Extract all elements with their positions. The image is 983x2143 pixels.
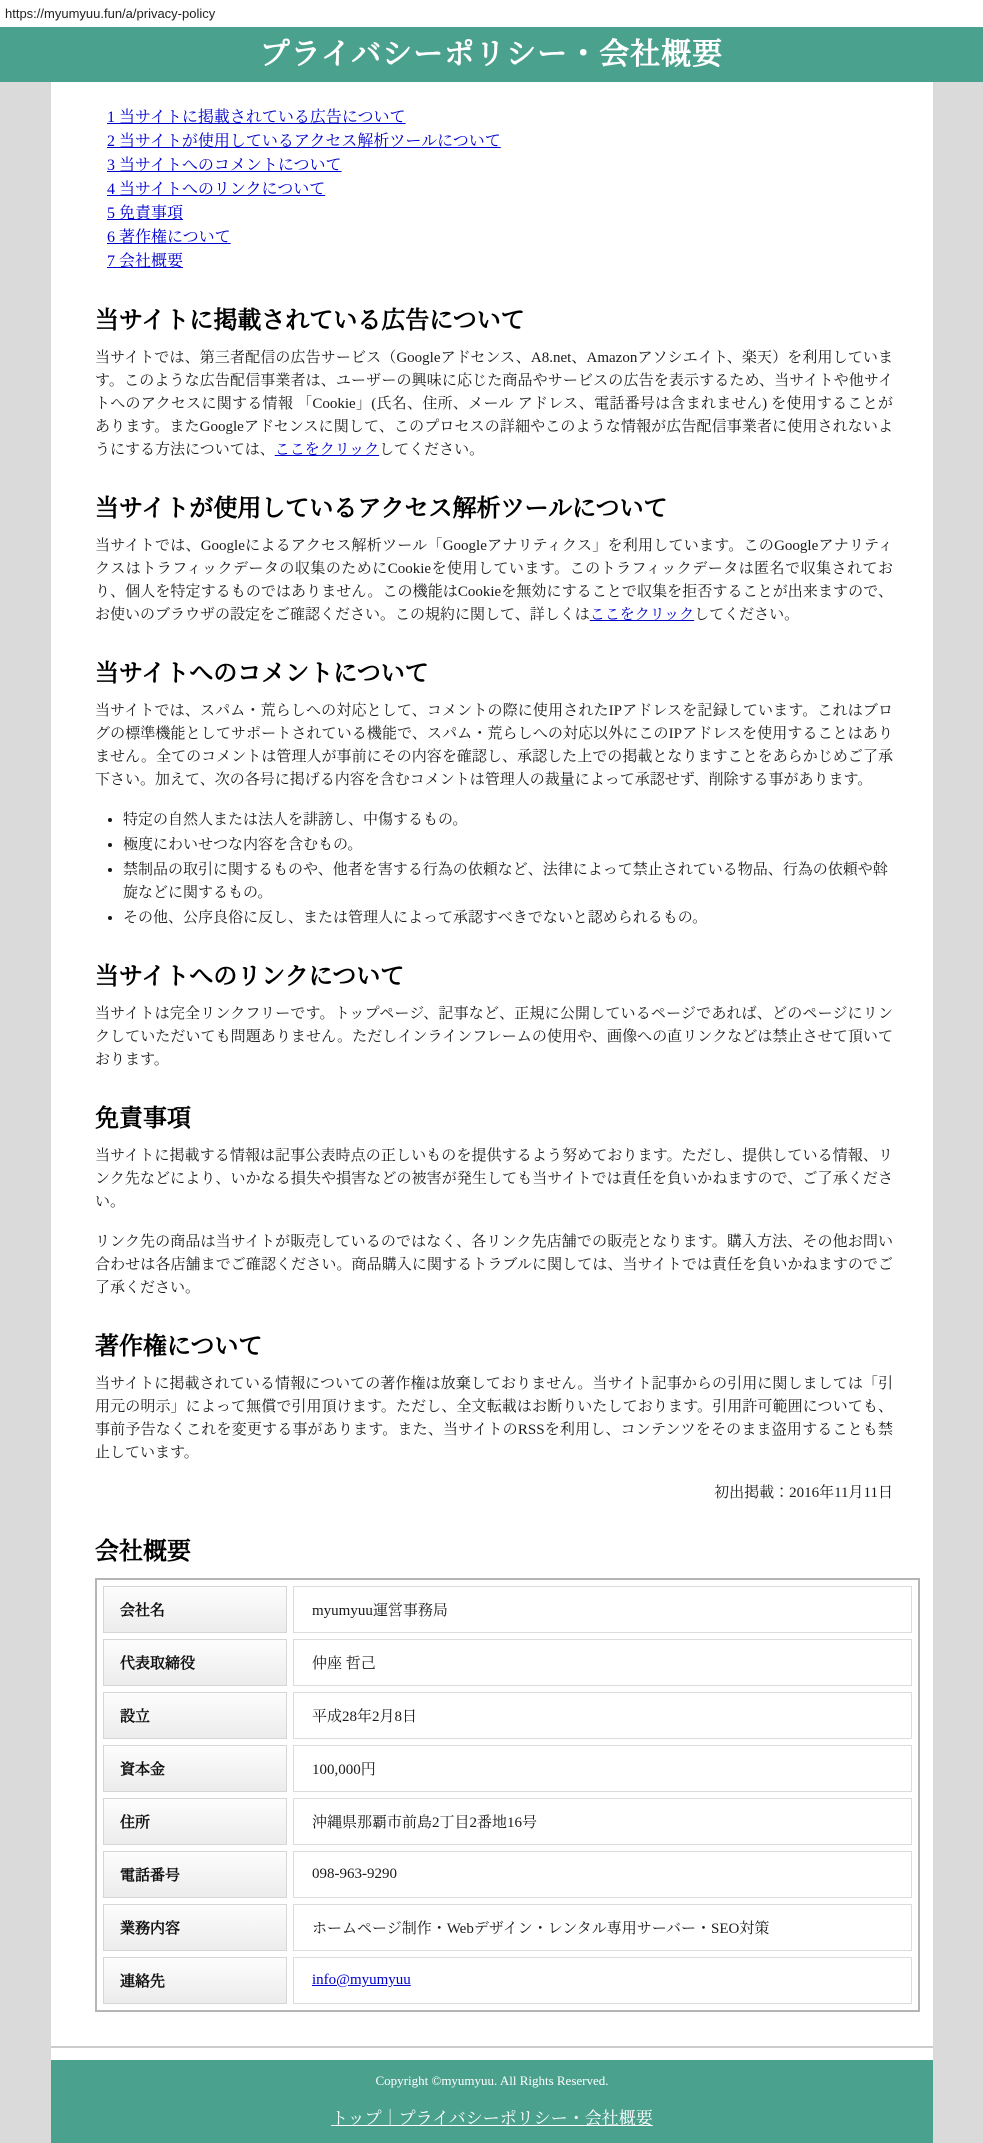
row-label: 住所: [103, 1798, 287, 1845]
bullet-item: • 禁制品の取引に関するものや、他者を害する行為の依頼など、法律によって禁止されている物品、行為の依頼や斡旋などに関するもの。: [123, 859, 893, 905]
here-click-link[interactable]: ここをクリック: [589, 607, 695, 623]
toc-link-6[interactable]: 6 著作権について: [107, 229, 231, 246]
section-heading: 著作権について: [95, 1333, 263, 1360]
table-row: [103, 1904, 912, 1951]
bullet-item: • 極度にわいせつな内容を含むもの。: [123, 834, 893, 857]
section: [95, 956, 893, 1072]
content-wrapper: [51, 82, 933, 2143]
row-value: 100,000円: [293, 1745, 912, 1792]
toc-link-1[interactable]: 1 当サイトに掲載されている広告について: [107, 109, 406, 126]
paragraph: 当サイトでは、第三者配信の広告サービス（Googleアドセンス、A8.net、Amazonアソシエイト、楽天）を利用しています。このような広告配信事業者は、ユーザーの興味に応じた商品やサービスの広告を表示するため、当サイトや他サイトへのアクセスに関する情報 「Cookie」(氏名、住所、メール アドレス、電話番号は含まれません) を使用することがあります。またGoogleアドセンスに関して、このプロセスの詳細やこのような情報が広告配信事業者に使用されないようにする方法については、ここをクリックしてください。: [95, 350, 893, 458]
toc-link-7[interactable]: 7 会社概要: [107, 253, 184, 270]
row-value: 098-963-9290: [293, 1851, 912, 1898]
main-content: [51, 82, 933, 2048]
here-click-link[interactable]: ここをクリック: [274, 442, 380, 458]
row-value: 沖縄県那覇市前島2丁目2番地16号: [293, 1798, 912, 1845]
toc-item: [107, 130, 893, 154]
row-label: 電話番号: [103, 1851, 287, 1898]
page-title: プライバシーポリシー・会社概要: [259, 38, 724, 71]
copyright-text: Copyright ©myumyuu. All Rights Reserved.: [375, 2073, 609, 2088]
toc-link-5[interactable]: 5 免責事項: [107, 205, 184, 222]
paragraph: 当サイトは完全リンクフリーです。トップページ、記事など、正規に公開しているページであれば、どのページにリンクしていただいても問題ありません。ただしインラインフレームの使用や、画像への直リンクなどは禁止させて頂いております。: [95, 1006, 893, 1068]
section-heading: 当サイトが使用しているアクセス解析ツールについて: [95, 495, 668, 522]
section-heading: 当サイトに掲載されている広告について: [95, 307, 525, 334]
toc-link-3[interactable]: 3 当サイトへのコメントについて: [107, 157, 342, 174]
table-row: [103, 1957, 912, 2004]
table-row: [103, 1639, 912, 1686]
row-value: 平成28年2月8日: [293, 1692, 912, 1739]
toc-item: [107, 250, 893, 274]
row-value: myumyuu運営事務局: [293, 1586, 912, 1633]
site-header: [0, 27, 983, 82]
section: [95, 1326, 893, 1465]
row-label: 連絡先: [103, 1957, 287, 2004]
bullet-item: • その他、公序良俗に反し、または管理人によって承認すべきでないと認められるもの。: [123, 907, 893, 930]
bullet-list: [95, 809, 893, 930]
paragraph: 当サイトでは、スパム・荒らしへの対応として、コメントの際に使用されたIPアドレスを記録しています。これはブログの標準機能としてサポートされている機能で、スパム・荒らしへの対応以外にこのIPアドレスを使用することはありません。全てのコメントは管理人が事前にその内容を確認し、承認した上での掲載となりますことをあらかじめご了承下さい。加えて、次の各号に掲げる内容を含むコメントは管理人の裁量によって承認せず、削除する事があります。: [95, 703, 893, 788]
section: [95, 300, 893, 462]
company-table: [95, 1578, 920, 2012]
table-row: [103, 1692, 912, 1739]
table-of-contents: [95, 106, 893, 274]
toc-item: [107, 106, 893, 130]
toc-item: [107, 226, 893, 250]
email-link[interactable]: info@myumyuu: [312, 1972, 411, 1988]
row-value: ホームページ制作・Webデザイン・レンタル専用サーバー・SEO対策: [293, 1904, 912, 1951]
row-label: 業務内容: [103, 1904, 287, 1951]
paragraph: リンク先の商品は当サイトが販売しているのではなく、各リンク先店舗での販売となります。購入方法、その他お問い合わせは各店舗までご確認ください。商品購入に関するトラブルに関しては、当サイトでは責任を負いかねますのでご了承ください。: [95, 1234, 893, 1296]
section: [95, 488, 893, 627]
row-value: [293, 1957, 912, 2004]
first-published-date: 初出掲載：2016年11月11日: [714, 1485, 893, 1501]
section-heading: 免責事項: [95, 1105, 191, 1132]
section: [95, 1098, 893, 1300]
row-label: 設立: [103, 1692, 287, 1739]
section-heading: 当サイトへのコメントについて: [95, 660, 429, 687]
toc-link-2[interactable]: 2 当サイトが使用しているアクセス解析ツールについて: [107, 133, 501, 150]
paragraph: 当サイトでは、Googleによるアクセス解析ツール「Googleアナリティクス」を利用しています。このGoogleアナリティクスはトラフィックデータの収集のためにCookieを使用しています。このトラフィックデータは匿名で収集されており、個人を特定するものではありません。この機能はCookieを無効にすることで収集を拒否することが出来ますので、お使いのブラウザの設定をご確認ください。この規約に関して、詳しくはここをクリックしてください。: [95, 538, 893, 623]
page-background: [0, 82, 983, 2143]
toc-item: [107, 178, 893, 202]
footer-nav-link[interactable]: トップ｜プライバシーポリシー・会社概要: [331, 2109, 653, 2128]
toc-item: [107, 154, 893, 178]
row-value: 仲座 哲己: [293, 1639, 912, 1686]
section-heading: 当サイトへのリンクについて: [95, 963, 405, 990]
table-row: [103, 1851, 912, 1898]
footer: [51, 2060, 933, 2143]
url-text: https://myumyuu.fun/a/privacy-policy: [0, 0, 983, 27]
section: [95, 653, 893, 930]
paragraph: 当サイトに掲載する情報は記事公表時点の正しいものを提供するよう努めております。ただし、提供している情報、リンク先などにより、いかなる損失や損害などの被害が発生しても当サイトでは責任を負いかねますので、ご了承ください。: [95, 1148, 893, 1210]
table-row: [103, 1745, 912, 1792]
table-row: [103, 1586, 912, 1633]
sections-container: [95, 300, 893, 1465]
bullet-item: • 特定の自然人または法人を誹謗し、中傷するもの。: [123, 809, 893, 832]
company-overview-heading: 会社概要: [95, 1538, 191, 1565]
row-label: 資本金: [103, 1745, 287, 1792]
paragraph: 当サイトに掲載されている情報についての著作権は放棄しておりません。当サイト記事からの引用に関しましては「引用元の明示」によって無償で引用頂けます。ただし、全文転載はお断りいたしております。引用許可範囲についても、事前予告なくこれを変更する事があります。また、当サイトのRSSを利用し、コンテンツをそのまま盗用することも禁止しています。: [95, 1376, 893, 1461]
row-label: 代表取締役: [103, 1639, 287, 1686]
toc-item: [107, 202, 893, 226]
table-row: [103, 1798, 912, 1845]
toc-link-4[interactable]: 4 当サイトへのリンクについて: [107, 181, 326, 198]
row-label: 会社名: [103, 1586, 287, 1633]
